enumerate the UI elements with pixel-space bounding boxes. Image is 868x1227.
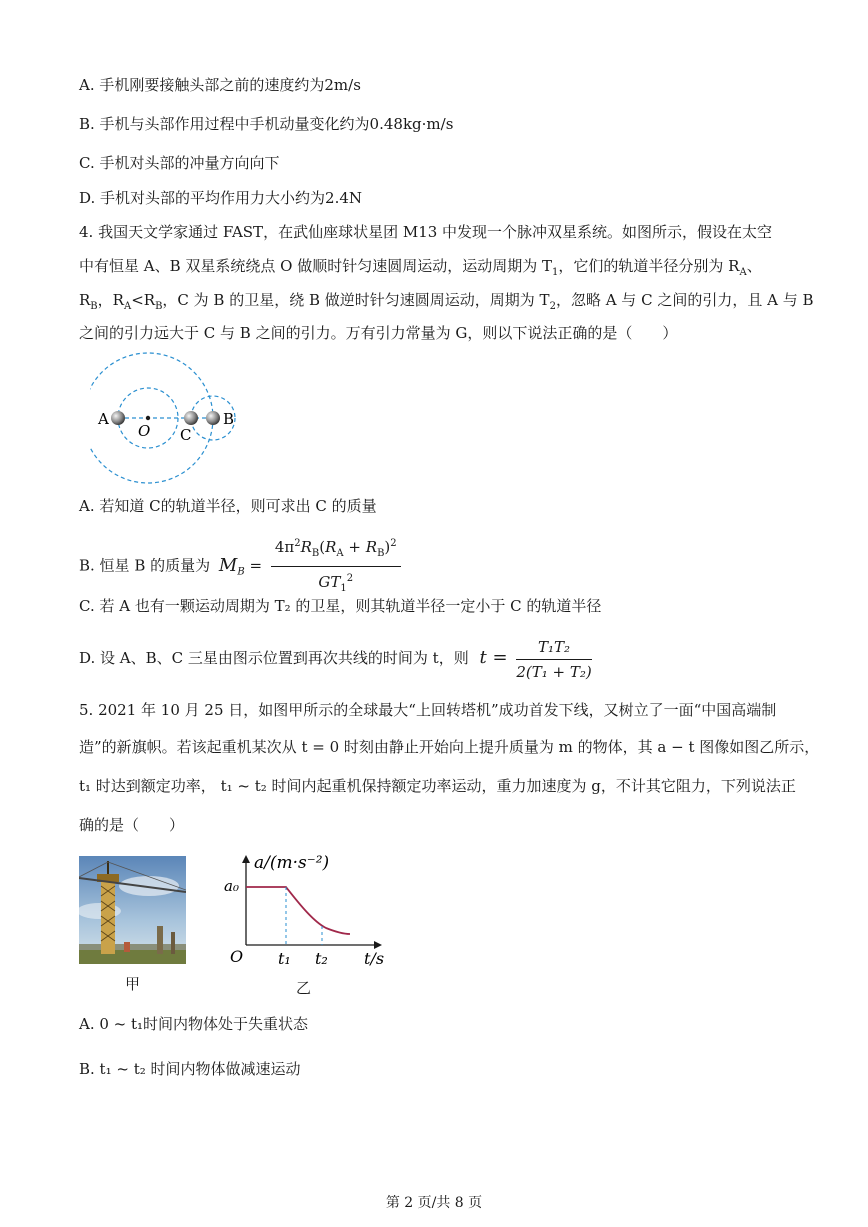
q3-option-d: D. 手机对头部的平均作用力大小约为2.4N <box>79 189 363 207</box>
q4-d-denominator: 2(T₁ + T₂) <box>516 662 592 681</box>
q4-b-denominator: $GT_1^2$ <box>318 573 354 594</box>
q5-stem-line1: 5. 2021 年 10 月 25 日，如图甲所示的全球最大“上回转塔机”成功首发下线，又树立了一面“中国高端制 <box>79 701 777 719</box>
origin-label: O <box>230 947 244 966</box>
star-b <box>206 411 220 425</box>
q5-stem-line3: t₁ 时达到额定功率， t₁ ~ t₂ 时间内起重机保持额定功率运动，重力加速度为 g，不计其它阻力，下列说法正 <box>79 777 796 795</box>
q4-stem-line4: 之间的引力远大于 C 与 B 之间的引力。万有引力常量为 G，则以下说法正确的是（ ） <box>79 324 678 342</box>
q4-option-b: B. 恒星 B 的质量为 $M_B$ = $\frac{4\pi^2R_B(R_A + R_B)^2}{GT_1^2}$ <box>79 534 405 582</box>
q3-option-a: A. 手机刚要接触头部之前的速度约为2m/s <box>79 76 361 94</box>
a-t-curve <box>246 887 350 934</box>
q4-stem-line2: 中有恒星 A、B 双星系统绕点 O 做顺时针匀速圆周运动，运动周期为 $T_1$，它们的轨道半径分别为 $R_A$、 <box>79 257 762 278</box>
label-a: A <box>98 410 109 428</box>
label-b: B <box>223 410 235 428</box>
tick-t1: t₁ <box>278 949 291 968</box>
q5-option-a: A. 0 ~ t₁时间内物体处于失重状态 <box>79 1015 309 1033</box>
xlabel: t/s <box>364 949 385 968</box>
q4-stem-line3: $R_B$，$R_A<R_B$，C 为 B 的卫星，绕 B 做逆时针匀速圆周运动，周期为 $T_2$，忽略 A 与 C 之间的引力，且 A 与 B <box>79 291 814 312</box>
q4-option-d: D. 设 A、B、C 三星由图示位置到再次共线的时间为 t，则 t = $\frac{\text{T₁T₂}}{\text{2(T₁ + T₂)}}$ <box>79 637 592 681</box>
label-o: O <box>138 422 151 440</box>
q4-stem-line1: 4. 我国天文学家通过 FAST，在武仙座球状星团 M13 中发现一个脉冲双星系统。如图所示，假设在太空 <box>79 223 773 241</box>
satellite-c <box>184 411 198 425</box>
q4-d-numerator: T₁T₂ <box>516 637 591 660</box>
label-c: C <box>180 426 192 444</box>
caption-jia: 甲 <box>125 975 141 993</box>
q4-option-a: A. 若知道 C的轨道半径，则可求出 C 的质量 <box>79 497 377 515</box>
acceleration-time-graph <box>222 850 392 975</box>
q3-option-c: C. 手机对头部的冲量方向向下 <box>79 154 280 172</box>
tick-t2: t₂ <box>315 949 328 968</box>
binary-star-figure <box>90 348 255 493</box>
center-o <box>146 416 150 420</box>
q5-option-b: B. t₁ ~ t₂ 时间内物体做减速运动 <box>79 1060 301 1078</box>
page-footer: 第 2 页/共 8 页 <box>385 1195 483 1211</box>
ylabel: a/(m·s⁻²) <box>254 853 330 873</box>
q3-option-b: B. 手机与头部作用过程中手机动量变化约为0.48kg·m/s <box>79 115 454 133</box>
q5-stem-line4: 确的是（ ） <box>79 816 185 834</box>
q4-b-numerator: $4\pi^2R_B(R_A + R_B)^2$ <box>271 534 401 567</box>
tick-a0: a₀ <box>224 877 239 895</box>
q4-option-c: C. 若 A 也有一颗运动周期为 T₂ 的卫星，则其轨道半径一定小于 C 的轨道半径 <box>79 597 602 615</box>
tower-crane-photo <box>79 856 186 964</box>
q5-stem-line2: 造”的新旗帜。若该起重机某次从 t = 0 时刻由静止开始向上提升质量为 m 的物体，其 a − t 图像如图乙所示， <box>79 738 820 756</box>
star-a <box>111 411 125 425</box>
caption-yi: 乙 <box>296 979 312 997</box>
